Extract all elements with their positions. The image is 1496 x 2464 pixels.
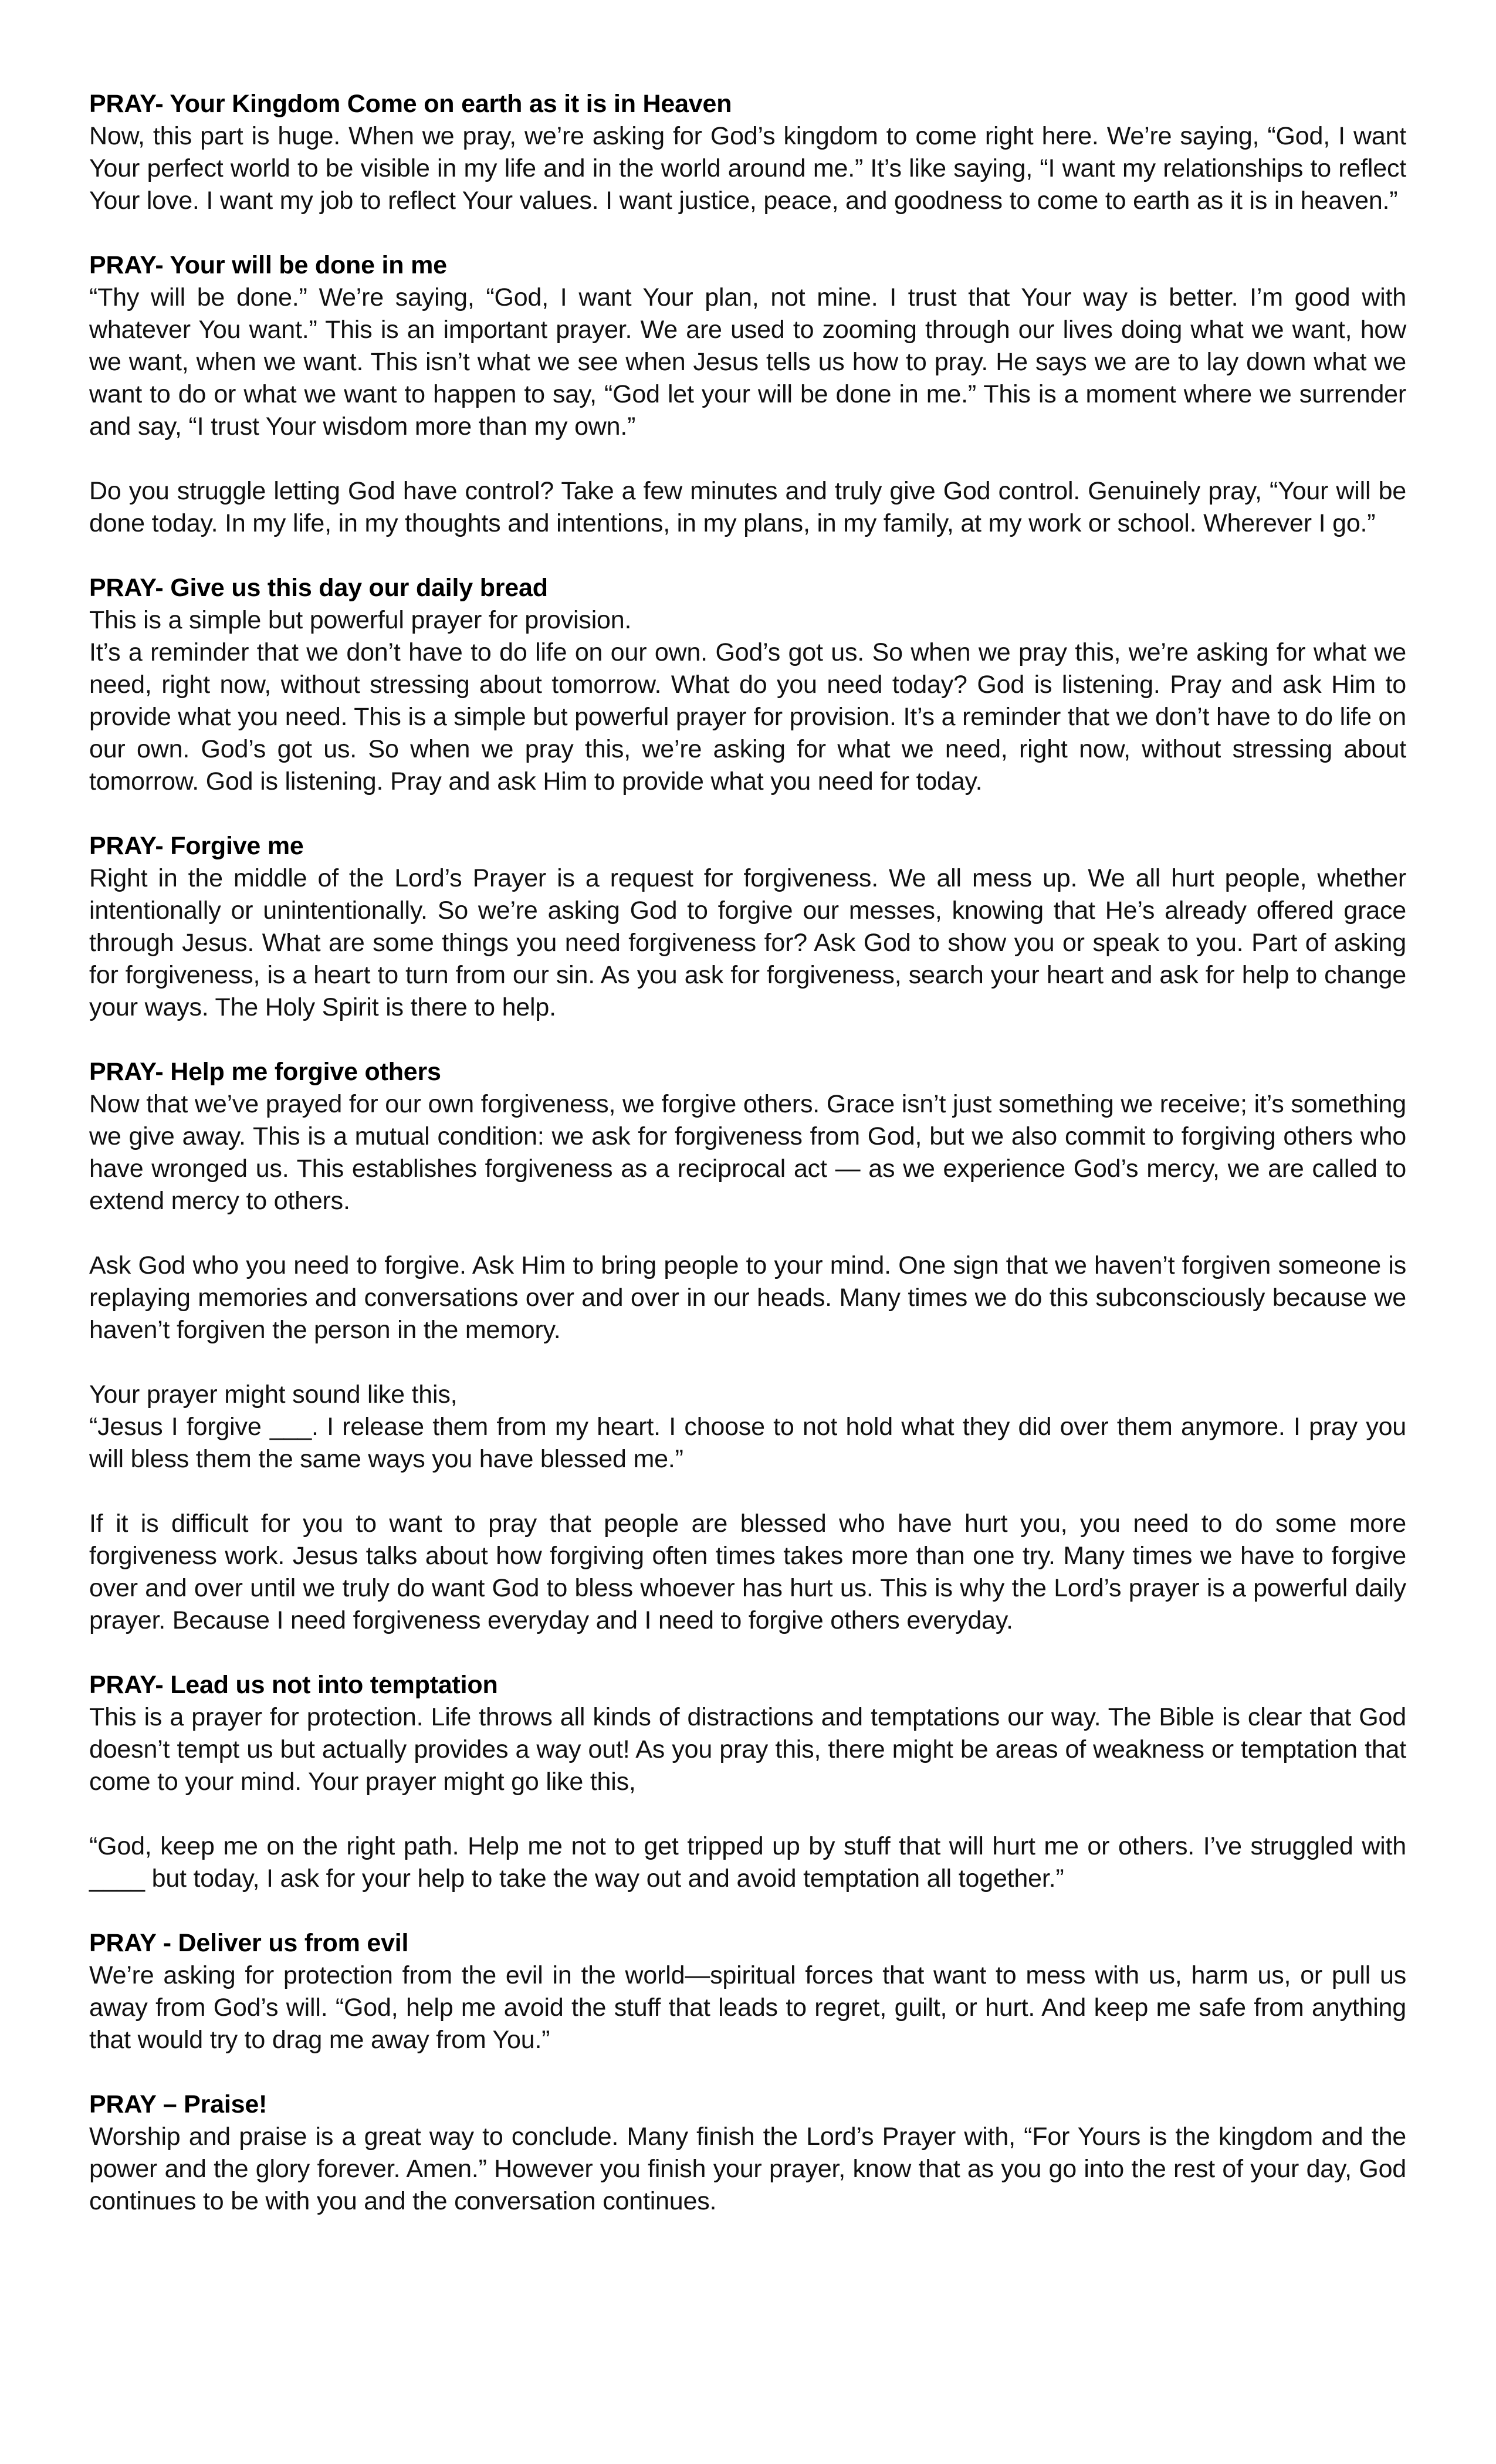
- section-paragraph: “Thy will be done.” We’re saying, “God, I want Your plan, not mine. I trust that Your way is better. I’m good with whatever You want.” This is an important prayer. We are used to zooming through our lives doing what we want, how we want, when we want. This isn’t what we see when Jesus tells us how to pray. He says we are to lay down what we want to do or what we want to happen to say, “God let your will be done in me.” This is a moment where we surrender and say, “I trust Your wisdom more than my own.”: [89, 283, 1406, 441]
- section-heading: PRAY - Deliver us from evil: [89, 1929, 409, 1957]
- section-paragraph: Ask God who you need to forgive. Ask Him to bring people to your mind. One sign that we haven’t forgiven someone is replaying memories and conversations over and over in our heads. Many times we do this subconsciously because we haven’t forgiven the person in the memory.: [89, 1251, 1406, 1344]
- document-page: [89, 88, 1406, 2250]
- section-forgive-others: [89, 1056, 1406, 1637]
- section-closing-paragraph: If it is difficult for you to want to pray that people are blessed who have hurt you, you need to do some more forgiveness work. Jesus talks about how forgiving often times takes more than one try. Many times we have to forgive over and over until we truly do want God to bless whoever has hurt us. This is why the Lord’s prayer is a powerful daily prayer. Because I need forgiveness everyday and I need to forgive others everyday.: [89, 1509, 1406, 1634]
- prayer-example: “Jesus I forgive ___. I release them from my heart. I choose to not hold what they did over them anymore. I pray you will bless them the same ways you have blessed me.”: [89, 1413, 1406, 1473]
- section-deliver-from-evil: [89, 1927, 1406, 2056]
- section-praise: [89, 2089, 1406, 2218]
- section-lead-line: This is a simple but powerful prayer for provision.: [89, 606, 632, 634]
- section-paragraph: Worship and praise is a great way to conclude. Many finish the Lord’s Prayer with, “For Yours is the kingdom and the power and the glory forever. Amen.” However you finish your prayer, know that as you go into the rest of your day, God continues to be with you and the conversation continues.: [89, 2123, 1406, 2215]
- section-heading: PRAY- Your will be done in me: [89, 251, 447, 279]
- section-daily-bread: [89, 572, 1406, 798]
- section-paragraph: Now, this part is huge. When we pray, we’re asking for God’s kingdom to come right here. We’re saying, “God, I want Your perfect world to be visible in my life and in the world around me.” It’s like saying, “I want my relationships to reflect Your love. I want my job to reflect Your values. I want justice, peace, and goodness to come to earth as it is in heaven.”: [89, 122, 1406, 215]
- section-heading: PRAY- Forgive me: [89, 832, 304, 860]
- section-heading: PRAY – Praise!: [89, 2090, 268, 2118]
- section-temptation: [89, 1669, 1406, 1895]
- section-forgive-me: [89, 830, 1406, 1024]
- section-paragraph: Do you struggle letting God have control? Take a few minutes and truly give God control. Genuinely pray, “Your will be done today. In my life, in my thoughts and intentions, in my plans, in my family, at my work or school. Wherever I go.”: [89, 477, 1406, 537]
- section-heading: PRAY- Lead us not into temptation: [89, 1671, 498, 1699]
- prayer-example: “God, keep me on the right path. Help me not to get tripped up by stuff that will hurt me or others. I’ve struggled with ____ but today, I ask for your help to take the way out and avoid temptation all together.”: [89, 1832, 1406, 1893]
- section-paragraph: Right in the middle of the Lord’s Prayer is a request for forgiveness. We all mess up. We all hurt people, whether intentionally or unintentionally. So we’re asking God to forgive our messes, knowing that He’s already offered grace through Jesus. What are some things you need forgiveness for? Ask God to show you or speak to you. Part of asking for forgiveness, is a heart to turn from our sin. As you ask for forgiveness, search your heart and ask for help to change your ways. The Holy Spirit is there to help.: [89, 864, 1406, 1021]
- prayer-intro-line: Your prayer might sound like this,: [89, 1380, 458, 1409]
- section-kingdom-come: [89, 88, 1406, 217]
- section-paragraph: It’s a reminder that we don’t have to do life on our own. God’s got us. So when we pray this, we’re asking for what we need, right now, without stressing about tomorrow. What do you need today? God is listening. Pray and ask Him to provide what you need. This is a simple but powerful prayer for provision. It’s a reminder that we don’t have to do life on our own. God’s got us. So when we pray this, we’re asking for what we need, right now, without stressing about tomorrow. God is listening. Pray and ask Him to provide what you need for today.: [89, 638, 1406, 796]
- section-heading: PRAY- Help me forgive others: [89, 1058, 441, 1086]
- section-heading: PRAY- Your Kingdom Come on earth as it is in Heaven: [89, 90, 732, 118]
- section-paragraph: This is a prayer for protection. Life throws all kinds of distractions and temptations our way. The Bible is clear that God doesn’t tempt us but actually provides a way out! As you pray this, there might be areas of weakness or temptation that come to your mind. Your prayer might go like this,: [89, 1703, 1406, 1796]
- section-paragraph: Now that we’ve prayed for our own forgiveness, we forgive others. Grace isn’t just something we receive; it’s something we give away. This is a mutual condition: we ask for forgiveness from God, but we also commit to forgiving others who have wronged us. This establishes forgiveness as a reciprocal act — as we experience God’s mercy, we are called to extend mercy to others.: [89, 1090, 1406, 1215]
- section-heading: PRAY- Give us this day our daily bread: [89, 574, 548, 602]
- section-will-be-done: [89, 249, 1406, 540]
- section-paragraph: We’re asking for protection from the evil in the world—spiritual forces that want to mess with us, harm us, or pull us away from God’s will. “God, help me avoid the stuff that leads to regret, guilt, or hurt. And keep me safe from anything that would try to drag me away from You.”: [89, 1961, 1406, 2054]
